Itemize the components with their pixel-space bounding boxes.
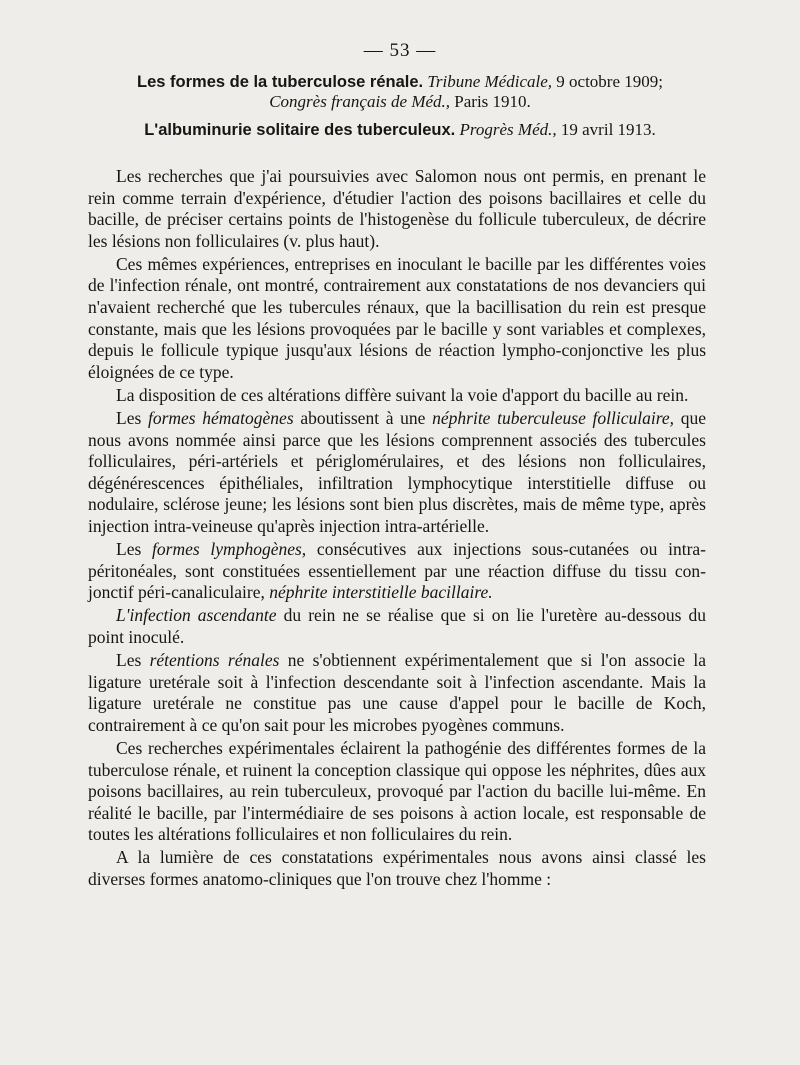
paragraph-8: Ces recherches expérimentales éclairent la pathogénie des différentes formes de la tuberculose rénale, et ruinent la conception classique qui oppose les néphrites, dûes aux poisons bacillaires, au rein tuberculeux, provoqué par l'action du bacille lui-même. En réalité le bacille, par l'intermédiaire de ses poisons à action locale, est responsable de toutes les altérations folliculaires et non folliculaires du rein. <box>88 737 706 845</box>
references-block <box>96 72 704 140</box>
reference-1-title: Les formes de la tuberculose rénale. <box>137 73 424 91</box>
paragraph-4-term-nephrite-folliculaire: néphrite tuberculeuse folliculaire, <box>432 408 675 429</box>
paragraph-5-text-a: Les <box>116 539 153 560</box>
reference-2-date: 19 avril 1913. <box>560 120 656 139</box>
paragraph-5-term-lymphogenes: formes lymphogènes, <box>152 539 307 560</box>
reference-1-date2: Paris 1910. <box>454 92 531 111</box>
reference-2-source: Progrès Méd., <box>459 120 557 139</box>
body-text <box>88 166 706 892</box>
paragraph-6-term-infection-ascendante: L'infection ascendante <box>116 605 277 626</box>
reference-1 <box>96 72 704 112</box>
paragraph-9: A la lumière de ces constatations expérimentales nous avons ainsi classé les diverses formes anatomo-cliniques que l'on trouve chez l'homme : <box>88 847 706 889</box>
paragraph-7-term-retentions-renales: rétentions rénales <box>149 650 280 671</box>
reference-2-title: L'albuminurie solitaire des tuberculeux. <box>144 121 456 139</box>
paragraph-1: Les recherches que j'ai poursuivies avec Salomon nous ont permis, en prenant le rein comme terrain d'expérience, d'étudier l'action des poisons bacillaires et celle du bacille, de préciser certains points de l'histogenèse du follicule tuberculeux, de décrire les lésions non folliculaires (v. plus haut). <box>88 166 706 251</box>
paragraph-4-text-c: aboutissent à une <box>293 408 433 429</box>
paragraph-7-text-c: ne s'obtiennent expérimentalement que si l'on associe la ligature uretérale soit à l'infection descendante soit à l'infection ascendante. Mais la ligature uretérale ne constitue pas une cause d'appel pour le bacille de Koch, contrairement à ce qu'on sait pour les microbes pyogènes communs. <box>88 650 706 735</box>
paragraph-4-text-a: Les <box>116 408 148 429</box>
reference-1-source: Tribune Médicale, <box>427 72 553 91</box>
paragraph-3: La disposition de ces altérations diffère suivant la voie d'apport du bacille au rein. <box>116 384 689 405</box>
paragraph-5 <box>88 539 706 604</box>
paragraph-6-text-b: du rein ne se réalise que si on lie l'uretère au-dessous du point inoculé. <box>88 605 706 647</box>
reference-1-date: 9 octobre 1909; <box>556 72 663 91</box>
paragraph-4-text-e: que nous avons nommée ainsi parce que les lésions comprennent associés des tubercules folliculaires, péri-artériels et périglomérulaires, et des lésions non folliculaires, dégénérescences épithéliales, infiltration lymphocytique interstitielle diffuse ou nodulaire, sclérose jeune; les lésions sont bien plus discrètes, mais de même type, après injection intra-veineuse qu'après injection intra-artérielle. <box>88 408 707 536</box>
paragraph-7 <box>88 650 706 736</box>
paragraph-4 <box>88 408 706 538</box>
paragraph-6 <box>88 605 706 648</box>
paragraph-4-term-hematogenes: formes hématogènes <box>147 408 294 429</box>
paragraph-2: Ces mêmes expériences, entreprises en inoculant le bacille par les différentes voies de l'infection rénale, ont montré, contrairement aux constatations de nos devanciers qui n'avaient recherché que les tubercules rénaux, que la bacillisation du rein est presque constante, mais que les lésions provoquées par le bacille y sont variables et complexes, depuis le follicule typique jusqu'aux lésions de réaction lympho-conjonctive les plus éloignées de ce type. <box>88 253 706 382</box>
reference-2 <box>96 120 704 140</box>
paragraph-5-text-c: consécutives aux injections sous-cutanées ou intrapéritonéales, sont constituées essentiellement par une réaction diffuse du tissu conjonctif péri-canaliculaire, <box>88 539 706 603</box>
reference-1-source2: Congrès français de Méd., <box>269 92 451 111</box>
page-number: — 53 — <box>363 40 437 61</box>
paragraph-7-text-a: Les <box>116 650 150 671</box>
paragraph-5-term-nephrite-interstitielle: néphrite interstitielle bacillaire. <box>269 582 493 603</box>
